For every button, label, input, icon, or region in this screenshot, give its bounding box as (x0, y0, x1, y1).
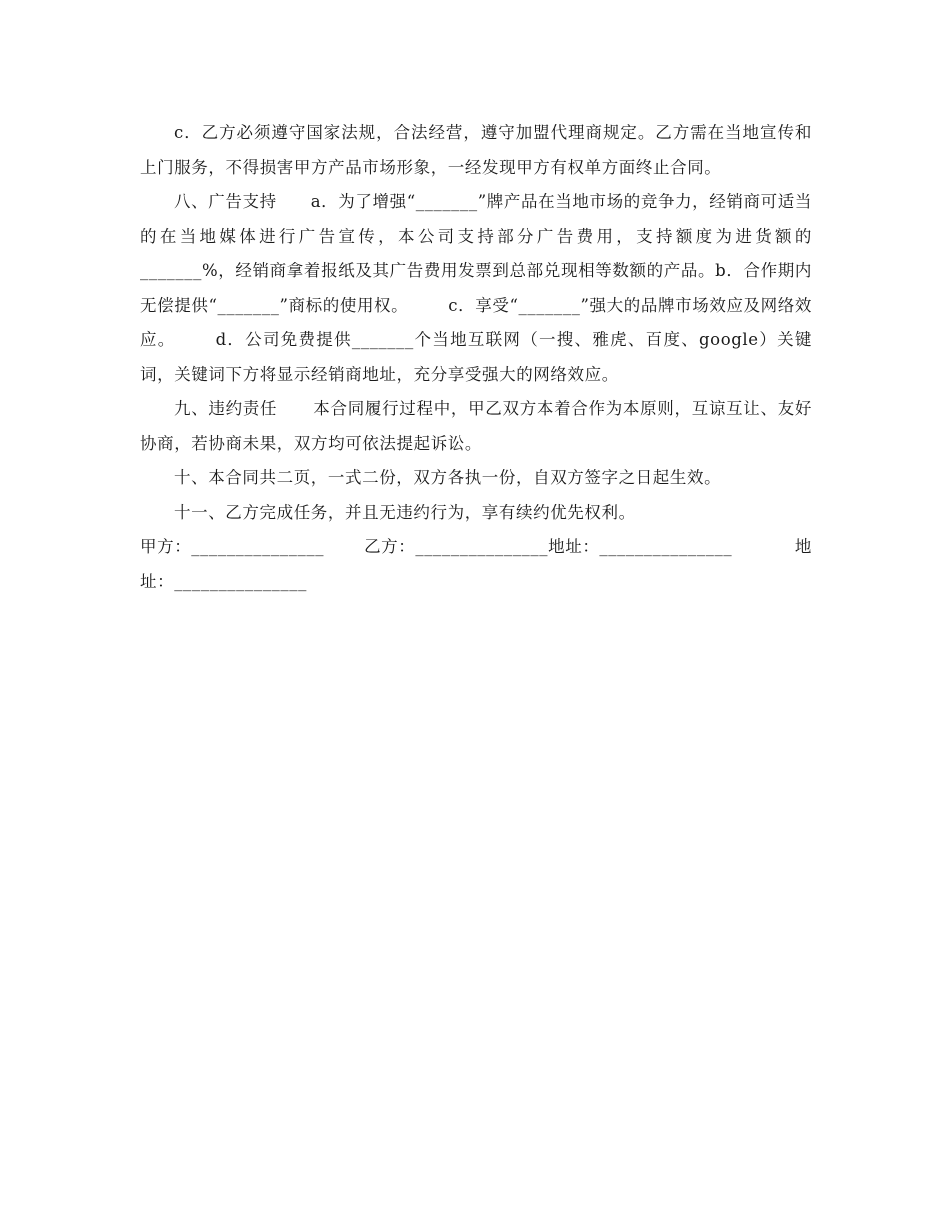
clause-8-title: 八、广告支持 (174, 192, 277, 211)
clause-10-text: 十、本合同共二页，一式二份，双方各执一份，自双方签字之日起生效。 (174, 468, 722, 487)
party-b-field: 乙方：_______________ (364, 537, 549, 556)
clause-10 (140, 461, 812, 496)
address-2-field: 址：_______________ (140, 571, 307, 591)
clause-9-title: 九、违约责任 (174, 399, 278, 418)
address-1-field: 地址：_______________ (548, 537, 733, 556)
clause-8d: d．公司免费提供_______个当地互联网（一搜、雅虎、百度、google）关键词，关键词下方将显示经销商地址，充分享受强大的网络效应。 (140, 330, 812, 384)
clause-8b: b．合作期内无偿提供“_______”商标的使用权。 (140, 261, 812, 315)
clause-8 (140, 185, 812, 392)
document-page (140, 116, 812, 599)
clause-9 (140, 392, 812, 461)
clause-11 (140, 496, 812, 531)
clause-8a: a．为了增强“_______”牌产品在当地市场的竞争力，经销商可适当的在当地媒体进行广告宣传，本公司支持部分广告费用，支持额度为进货额的_______%，经销商拿着报纸及其广告费用发票到总部兑现相等数额的产品。 (140, 192, 812, 280)
address-2-line (140, 565, 812, 600)
clause-8c: c．享受“_______”强大的品牌市场效应及网络效应。 (140, 295, 812, 349)
address-2-start: 地 (794, 537, 812, 556)
party-a-field: 甲方：_______________ (140, 537, 325, 556)
party-a-signature (140, 530, 732, 565)
clause-11-text: 十一、乙方完成任务，并且无违约行为，享有续约优先权利。 (174, 502, 636, 522)
signature-row (140, 530, 812, 565)
clause-7c (140, 116, 812, 185)
clause-9-body: 本合同履行过程中，甲乙双方本着合作为本原则，互谅互让、友好协商，若协商未果，双方均可依法提起诉讼。 (140, 399, 812, 453)
clause-7c-text: c．乙方必须遵守国家法规，合法经营，遵守加盟代理商规定。乙方需在当地宣传和上门服务，不得损害甲方产品市场形象，一经发现甲方有权单方面终止合同。 (140, 123, 812, 177)
